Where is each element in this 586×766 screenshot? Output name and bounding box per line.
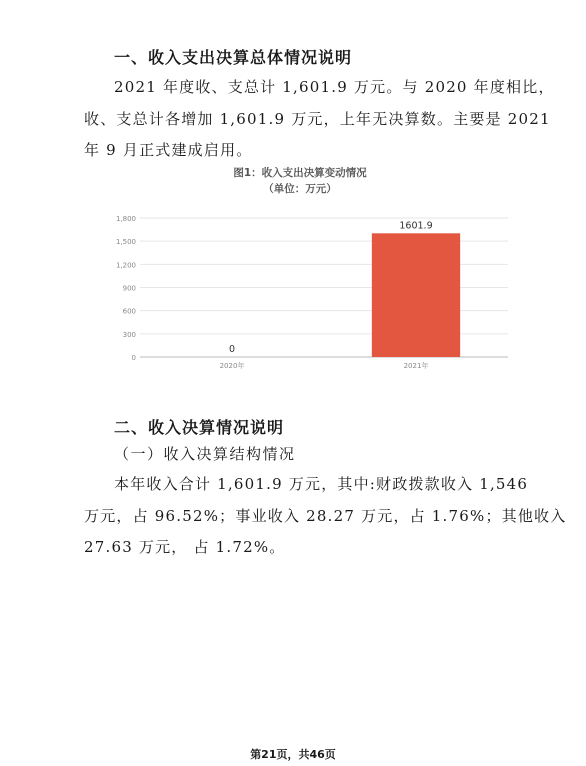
- section2-subheading: （一）收入决算结构情况: [114, 445, 296, 463]
- y-tick-label: 300: [122, 330, 136, 339]
- section1-heading: 一、收入支出决算总体情况说明: [114, 48, 353, 67]
- section2-heading: 二、收入决算情况说明: [114, 418, 285, 437]
- chart-title: 图1：收入支出决算变动情况: [233, 167, 367, 179]
- bar-2021年: [372, 233, 460, 357]
- bar-chart: [90, 160, 510, 380]
- chart-subtitle: （单位：万元）: [263, 183, 337, 195]
- y-tick-label: 0: [131, 354, 136, 362]
- chart-bars: [372, 233, 460, 357]
- y-tick-label: 600: [122, 307, 136, 316]
- chart-y-axis: [116, 215, 136, 362]
- y-tick-label: 900: [122, 284, 136, 293]
- section2-paragraph-line-3: 27.63 万元， 占 1.72%。: [84, 538, 286, 556]
- x-tick-label: 2021年: [403, 362, 429, 370]
- chart-x-axis: [220, 361, 429, 370]
- y-tick-label: 1,500: [115, 238, 136, 247]
- x-tick-label: 2020年: [219, 362, 245, 370]
- section2-paragraph-line-2: 万元，占 96.52%；事业收入 28.27 万元，占 1.76%；其他收入: [84, 507, 567, 525]
- y-tick-label: 1,800: [115, 215, 136, 223]
- y-tick-label: 1,200: [115, 261, 136, 270]
- data-label-2020年: 0: [228, 344, 236, 355]
- data-label-2021年: 1601.9: [399, 220, 433, 232]
- section1-paragraph-line-1: 2021 年度收、支总计 1,601.9 万元。与 2020 年度相比，: [114, 78, 555, 96]
- page-number-footer: 第21页，共46页: [250, 748, 336, 761]
- section2-paragraph-line-1: 本年收入合计 1,601.9 万元，其中:财政拨款收入 1,546: [114, 475, 529, 493]
- section1-paragraph-line-2: 收、支总计各增加 1,601.9 万元，上年无决算数。主要是 2021: [84, 110, 551, 128]
- section1-paragraph-line-3: 年 9 月正式建成启用。: [84, 141, 253, 159]
